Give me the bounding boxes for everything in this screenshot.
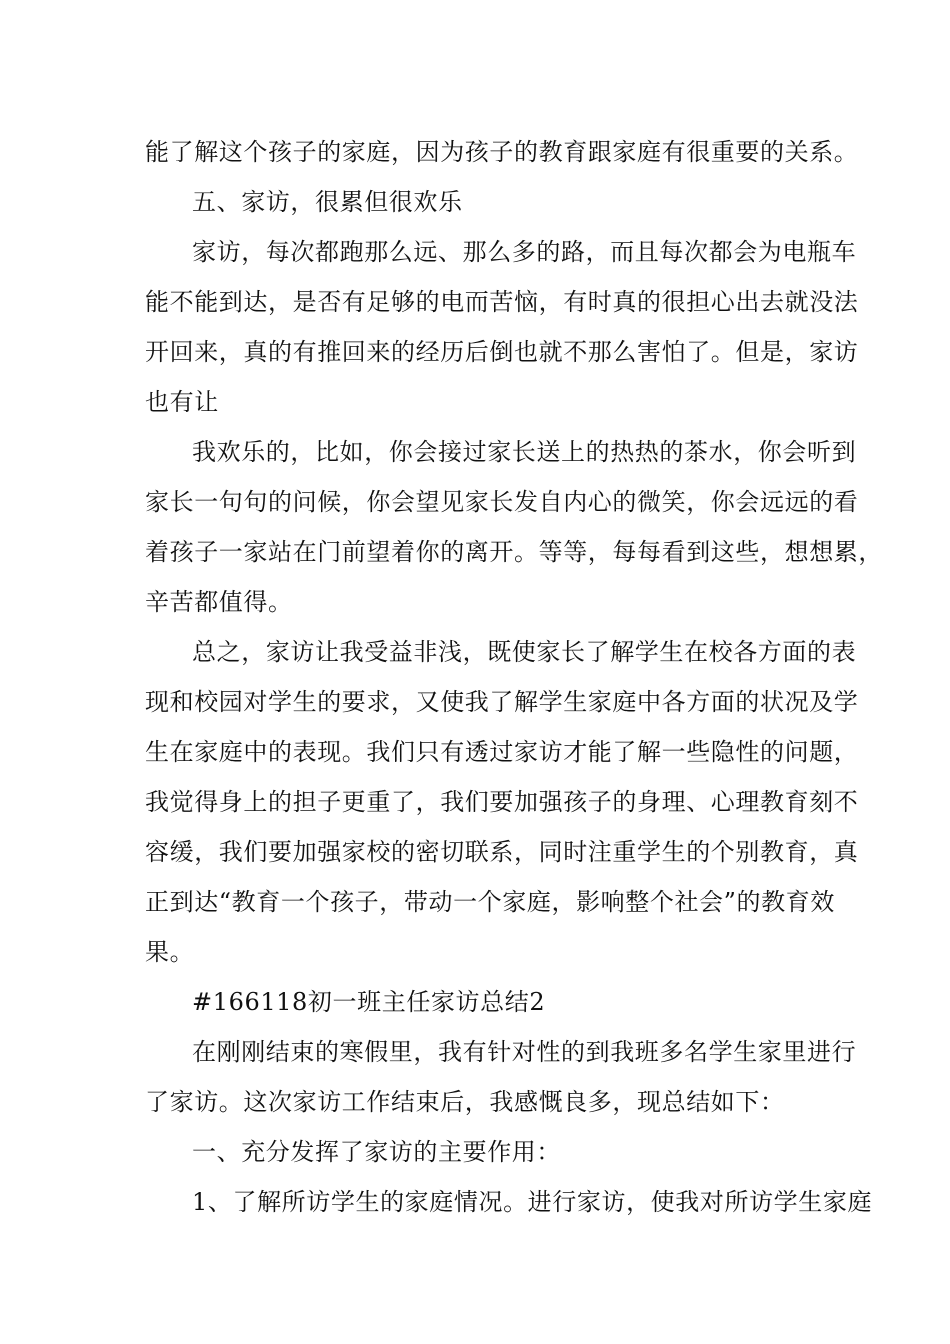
- text-line: 开回来，真的有推回来的经历后倒也就不那么害怕了。但是，家访: [145, 338, 859, 366]
- text-line: 我欢乐的，比如，你会接过家长送上的热热的茶水，你会听到: [192, 438, 857, 466]
- text-line: 辛苦都值得。: [145, 588, 293, 616]
- text-line: 也有让: [145, 388, 219, 416]
- text-line: 家访，每次都跑那么远、那么多的路，而且每次都会为电瓶车: [192, 238, 857, 266]
- text-line: 容缓，我们要加强家校的密切联系，同时注重学生的个别教育，真: [145, 838, 859, 866]
- text-line: 我觉得身上的担子更重了，我们要加强孩子的身理、心理教育刻不: [145, 788, 859, 816]
- text-line: 正到达“教育一个孩子，带动一个家庭，影响整个社会”的教育效: [145, 888, 835, 916]
- text-line: 家长一句句的问候，你会望见家长发自内心的微笑，你会远远的看: [145, 488, 859, 516]
- text-line: 生在家庭中的表现。我们只有透过家访才能了解一些隐性的问题，: [145, 738, 859, 766]
- section-heading: 一、充分发挥了家访的主要作用：: [192, 1138, 561, 1166]
- text-line: 能了解这个孩子的家庭，因为孩子的教育跟家庭有很重要的关系。: [145, 138, 859, 166]
- text-line: 总之，家访让我受益非浅，既使家长了解学生在校各方面的表: [192, 638, 857, 666]
- text-line: 着孩子一家站在门前望着你的离开。等等，每每看到这些，想想累，: [145, 538, 883, 566]
- section-heading: 五、家访，很累但很欢乐: [192, 188, 463, 216]
- text-line: 在刚刚结束的寒假里，我有针对性的到我班多名学生家里进行: [192, 1038, 857, 1066]
- text-line: 现和校园对学生的要求，又使我了解学生家庭中各方面的状况及学: [145, 688, 859, 716]
- document-title: #166118初一班主任家访总结2: [192, 988, 546, 1016]
- text-line: 能不能到达，是否有足够的电而苦恼，有时真的很担心出去就没法: [145, 288, 859, 316]
- text-line: 果。: [145, 938, 195, 966]
- text-line: 了家访。这次家访工作结束后，我感慨良多，现总结如下：: [145, 1088, 785, 1116]
- text-line: 1、了解所访学生的家庭情况。进行家访，使我对所访学生家庭: [192, 1188, 873, 1216]
